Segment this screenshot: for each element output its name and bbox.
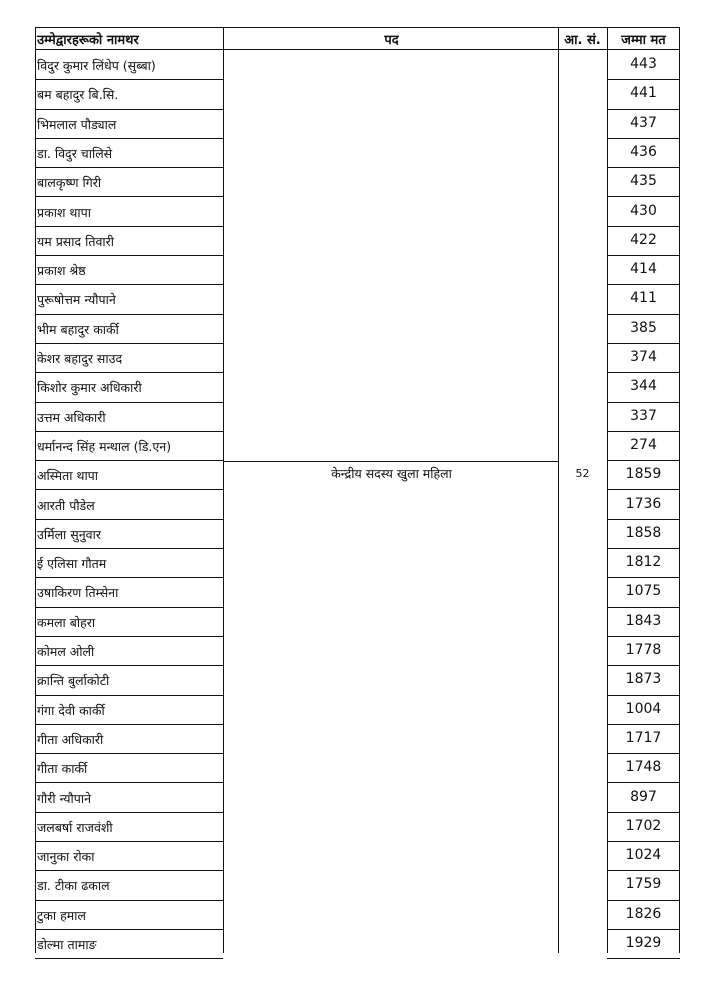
candidate-name: आरती पौडेल <box>37 497 95 513</box>
table-row <box>35 285 680 314</box>
candidate-name: क्रान्ति बुर्लाकोटी <box>37 673 110 689</box>
table-row <box>35 198 680 227</box>
table-row <box>35 608 680 637</box>
table-row <box>35 871 680 900</box>
table-row <box>35 256 680 285</box>
vote-count: 1759 <box>625 876 662 893</box>
vote-count: 1778 <box>625 642 662 658</box>
candidate-name: पुरूषोत्तम न्यौपाने <box>37 292 116 308</box>
candidate-name: टुका हमाल <box>37 907 86 923</box>
table-row <box>35 696 680 725</box>
candidate-name: गीता अधिकारी <box>37 731 104 747</box>
vline-left <box>35 27 36 953</box>
table-row <box>35 784 680 813</box>
vote-count: 337 <box>630 407 657 424</box>
vote-count: 1736 <box>625 495 662 512</box>
table-row <box>35 461 680 490</box>
candidate-name: प्रकाश थापा <box>37 204 91 220</box>
table-row <box>35 813 680 842</box>
vote-count: 1826 <box>625 905 662 922</box>
table-row <box>35 901 680 930</box>
table-row <box>35 549 680 578</box>
table-row <box>35 432 680 461</box>
table-row <box>35 578 680 607</box>
vote-count: 443 <box>630 56 657 72</box>
candidate-name: कोमल ओली <box>37 644 95 659</box>
table-row <box>35 315 680 344</box>
vote-count: 411 <box>630 290 657 307</box>
header-seat: आ. सं. <box>564 33 601 48</box>
table-row <box>35 520 680 549</box>
candidate-name: भीम बहादुर कार्की <box>37 321 119 337</box>
vote-count: 344 <box>630 378 657 395</box>
vline-votes <box>607 27 608 953</box>
candidate-name: धर्मानन्द सिंह मन्थाल (डि.एन) <box>37 438 172 454</box>
table-row <box>35 344 680 373</box>
table-row <box>35 110 680 139</box>
vote-count: 1024 <box>625 847 662 864</box>
table-row <box>35 51 680 80</box>
table-row <box>35 930 680 959</box>
vote-count: 1873 <box>625 671 662 688</box>
table-row <box>35 491 680 520</box>
candidate-name: गौरी न्यौपाने <box>37 790 92 806</box>
vote-count: 437 <box>630 114 657 131</box>
table-row <box>35 373 680 402</box>
candidate-name: उषाकिरण तिम्सेना <box>37 585 119 601</box>
row-divider <box>607 958 680 959</box>
candidate-name: भिमलाल पौड्याल <box>37 116 117 132</box>
vote-count: 430 <box>630 202 657 219</box>
candidate-name: उत्तम अधिकारी <box>37 409 106 425</box>
vote-count: 441 <box>630 85 657 102</box>
vline-seat <box>558 27 559 953</box>
table-row <box>35 227 680 256</box>
candidate-name: केशर बहादुर साउद <box>37 351 123 366</box>
header-post: पद <box>384 33 399 48</box>
table-row <box>35 637 680 666</box>
candidate-name: डोल्मा तामाङ <box>37 937 97 952</box>
vote-count: 422 <box>630 231 657 248</box>
candidate-name: कमला बोहरा <box>37 614 96 630</box>
candidate-name: ई एलिसा गौतम <box>37 556 107 572</box>
candidate-name: गीता कार्की <box>37 761 88 777</box>
candidate-name: जलबर्षा राजवंशी <box>37 819 113 835</box>
table-row <box>35 666 680 695</box>
vote-count: 1702 <box>625 817 662 834</box>
table-row <box>35 403 680 432</box>
vote-count: 414 <box>630 261 657 278</box>
candidate-name: डा. टीका ढकाल <box>37 878 110 894</box>
table-row <box>35 139 680 168</box>
vline-name <box>223 27 224 953</box>
row-divider <box>35 958 223 959</box>
candidate-name: किशोर कुमार अधिकारी <box>37 380 142 396</box>
vote-count: 897 <box>630 788 657 805</box>
header-name: उम्मेद्वारहरूको नामथर <box>37 33 139 48</box>
vote-count: 274 <box>630 436 657 453</box>
group-seat-count: 52 <box>575 467 590 480</box>
vote-count: 1843 <box>625 612 662 629</box>
vote-count: 436 <box>630 143 657 160</box>
candidate-name: अस्मिता थापा <box>37 468 99 484</box>
candidate-name: उर्मिला सुनुवार <box>37 526 101 542</box>
table-row <box>35 80 680 109</box>
vote-count: 1859 <box>625 466 662 483</box>
candidate-name: बम बहादुर बि.सि. <box>37 87 119 103</box>
vote-count: 374 <box>630 349 657 365</box>
table-row <box>35 168 680 197</box>
group-post-label: केन्द्रीय सदस्य खुला महिला <box>331 466 452 481</box>
candidate-name: यम प्रसाद तिवारी <box>37 233 115 249</box>
vote-count: 435 <box>630 173 657 190</box>
vote-count: 1858 <box>625 524 662 541</box>
vote-count: 1929 <box>625 935 662 951</box>
candidate-name: डा. विदुर चालिसे <box>37 145 113 161</box>
table-row <box>35 725 680 754</box>
candidate-name: प्रकाश श्रेष्ठ <box>37 263 86 279</box>
vline-right <box>679 27 680 953</box>
header-votes: जम्मा मत <box>621 33 666 48</box>
table-header <box>35 27 680 50</box>
candidate-name: जानुका रोका <box>37 849 95 865</box>
vote-count: 1717 <box>625 729 662 746</box>
results-table <box>35 27 680 952</box>
candidate-name: बालकृष्ण गिरी <box>37 175 102 191</box>
vote-count: 385 <box>630 319 657 336</box>
table-row <box>35 842 680 871</box>
candidate-name: विदुर कुमार लिंधेप (सुब्बा) <box>37 58 156 73</box>
vote-count: 1812 <box>625 554 662 571</box>
vote-count: 1748 <box>625 759 662 776</box>
candidate-name: गंगा देवी कार्की <box>37 702 105 718</box>
vote-count: 1075 <box>625 583 662 600</box>
table-row <box>35 754 680 783</box>
vote-count: 1004 <box>625 700 662 717</box>
